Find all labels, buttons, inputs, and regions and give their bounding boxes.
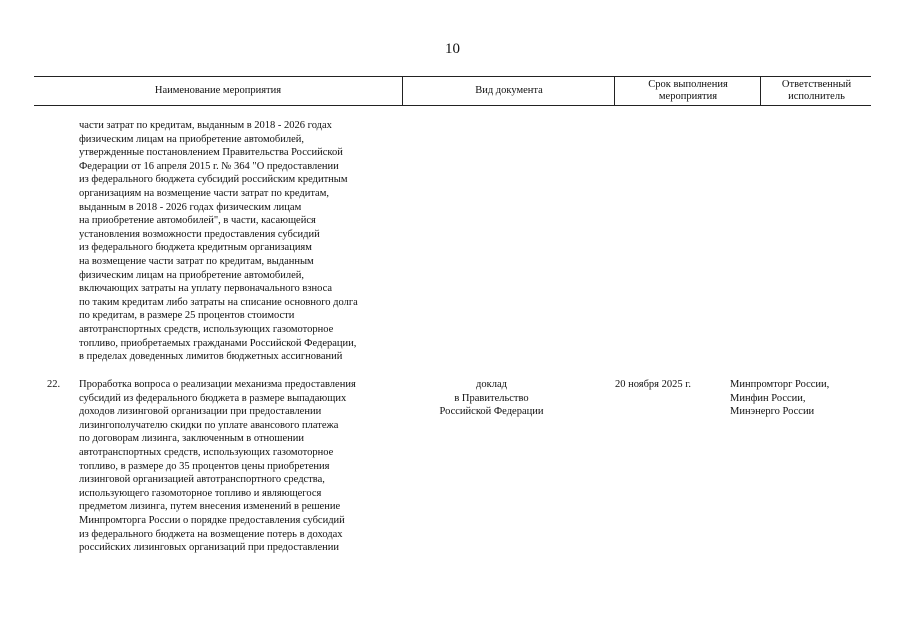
row-22-description: Проработка вопроса о реализации механизма предоставления субсидий из федерального бюджета в размере выпадающих доходов лизинговой организации при предоставлении лизингополучателю скидки по уплате авансового платежа по договорам лизинга, заключенным в отношении автотранспортных средств, использующих газомоторное топливо, в размере до 35 процентов цены приобретения лизинговой организацией автотранспортного средства, использующего газомоторное топливо и являющегося предметом лизинга, путем внесения изменений в решение Минпромторга России о порядке предоставления субсидий из федерального бюджета на возмещение потерь в доходах российских лизинговых организаций при предоставлении bbox=[79, 379, 356, 554]
row-22-document-type: доклад в Правительство Российской Федерации bbox=[439, 379, 544, 418]
row-22-number: 22. bbox=[47, 379, 61, 390]
header-activity-name: Наименование мероприятия bbox=[154, 85, 282, 96]
page-number: 10 bbox=[445, 41, 460, 57]
header-document-type: Вид документа bbox=[402, 77, 615, 105]
header-responsible bbox=[760, 77, 872, 105]
table-header bbox=[34, 76, 871, 106]
continuation-text: части затрат по кредитам, выданным в 2018 - 2026 годах физическим лицам на приобретение автомобилей, утвержденные постановлением Правительства Российской Федерации от 16 апреля 2015 г. № 364 "О предоставлении из федерального бюджета субсидий российским кредитным организациям на возмещение части затрат по кредитам, выданным в 2018 - 2026 годах физическим лицам на приобретение автомобилей", в части, касающейся установления возможности предоставления субсидий из федерального бюджета кредитным организациям на возмещение части затрат по кредитам, выданным физическим лицам на приобретение автомобилей, включающих затраты на уплату первоначального взноса по таким кредитам либо затраты на списание основного долга по кредитам, в размере 25 процентов стоимости автотранспортных средств, использующих газомоторное топливо, приобретаемых гражданами Российской Федерации, в пределах доведенных лимитов бюджетных ассигнований bbox=[79, 120, 358, 363]
header-deadline-label: Срок выполнения мероприятия bbox=[648, 79, 728, 102]
header-responsible-label: Ответственный исполнитель bbox=[781, 79, 852, 102]
row-22-responsible: Минпромторг России, Минфин России, Минэнерго России bbox=[730, 379, 830, 418]
header-deadline bbox=[614, 77, 761, 105]
row-22-deadline: 20 ноября 2025 г. bbox=[614, 379, 692, 390]
